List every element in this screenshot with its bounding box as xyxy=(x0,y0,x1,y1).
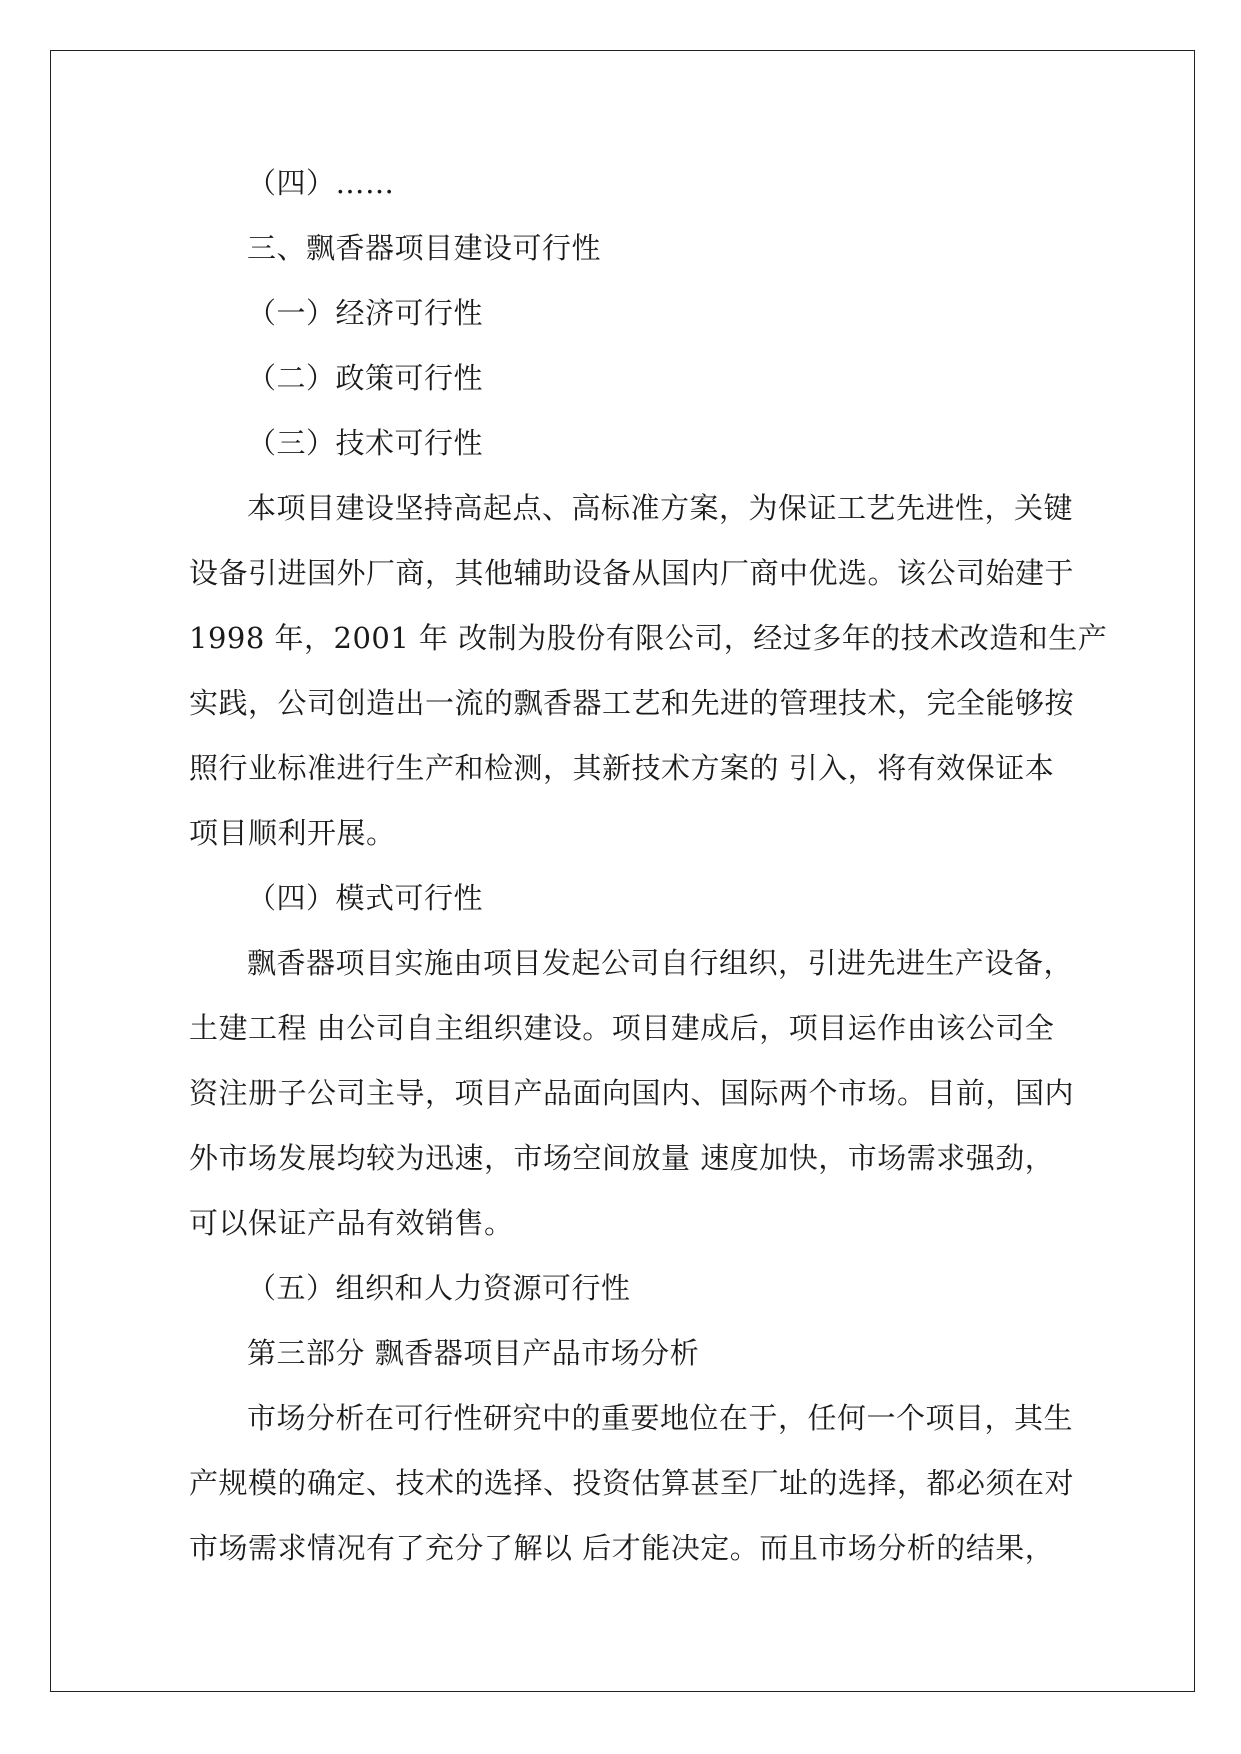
paragraph-market-line: 产规模的确定、技术的选择、投资估算甚至厂址的选择，都必须在对 xyxy=(189,1466,1075,1500)
paragraph-technical-line: 本项目建设坚持高起点、高标准方案，为保证工艺先进性，关键 xyxy=(247,491,1074,525)
subheading-policy: （二）政策可行性 xyxy=(247,361,484,395)
paragraph-model-line: 外市场发展均较为迅速，市场空间放量 速度加快，市场需求强劲， xyxy=(189,1141,1055,1175)
paragraph-market-line: 市场分析在可行性研究中的重要地位在于，任何一个项目，其生 xyxy=(247,1401,1074,1435)
part-three-heading: 第三部分 飘香器项目产品市场分析 xyxy=(247,1336,700,1370)
paragraph-technical-line: 1998 年，2001 年 改制为股份有限公司，经过多年的技术改造和生产 xyxy=(189,621,1108,655)
subheading-model: （四）模式可行性 xyxy=(247,881,484,915)
subheading-technical: （三）技术可行性 xyxy=(247,426,484,460)
paragraph-model-line: 飘香器项目实施由项目发起公司自行组织，引进先进生产设备， xyxy=(247,946,1074,980)
paragraph-technical-line: 项目顺利开展。 xyxy=(189,816,396,850)
section-item-4-placeholder: （四）…… xyxy=(247,166,395,200)
paragraph-technical-line: 设备引进国外厂商，其他辅助设备从国内厂商中优选。该公司始建于 xyxy=(189,556,1075,590)
paragraph-technical-line: 实践，公司创造出一流的飘香器工艺和先进的管理技术，完全能够按 xyxy=(189,686,1075,720)
paragraph-model-line: 可以保证产品有效销售。 xyxy=(189,1206,514,1240)
paragraph-model-line: 资注册子公司主导，项目产品面向国内、国际两个市场。目前，国内 xyxy=(189,1076,1075,1110)
paragraph-technical-line: 照行业标准进行生产和检测，其新技术方案的 引入，将有效保证本 xyxy=(189,751,1055,785)
subheading-organization: （五）组织和人力资源可行性 xyxy=(247,1271,631,1305)
paragraph-model-line: 土建工程 由公司自主组织建设。项目建成后，项目运作由该公司全 xyxy=(189,1011,1055,1045)
paragraph-market-line: 市场需求情况有了充分了解以 后才能决定。而且市场分析的结果， xyxy=(189,1531,1055,1565)
section-heading-feasibility: 三、飘香器项目建设可行性 xyxy=(247,231,602,265)
subheading-economic: （一）经济可行性 xyxy=(247,296,484,330)
